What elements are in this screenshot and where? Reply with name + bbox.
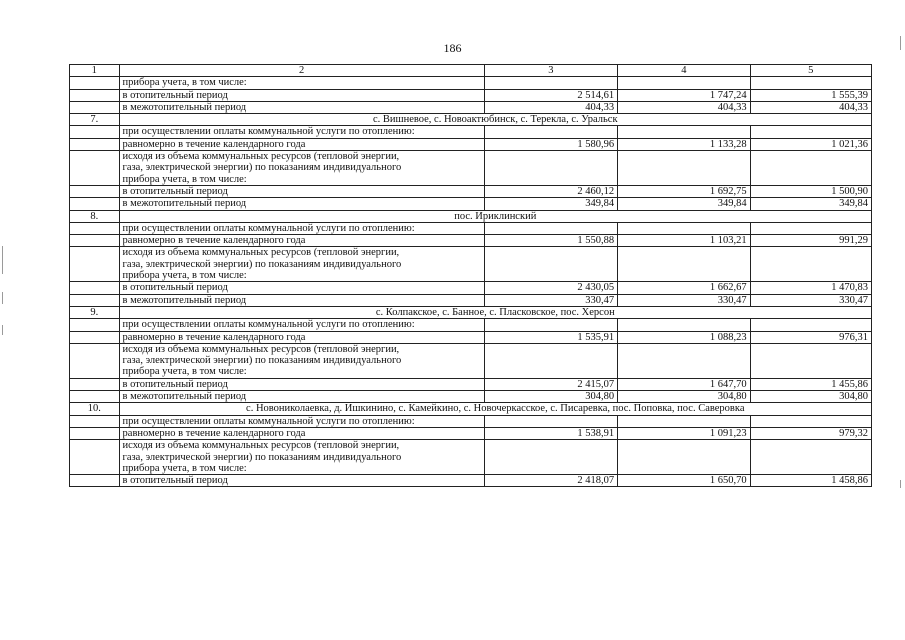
row-label: исходя из объема коммунальных ресурсов (тепловой энергии, газа, электрической энергии) по показаниям индивидуального прибора учета, в том числе: (119, 343, 484, 378)
row-number-cell (70, 391, 120, 403)
section-number: 7. (70, 114, 120, 126)
section-header-row (70, 210, 872, 222)
tariff-value-v3: 1 580,96 (484, 138, 617, 150)
tariff-value-v3: 1 550,88 (484, 235, 617, 247)
header-cell: 2 (119, 65, 484, 77)
tariff-value-v5 (750, 319, 871, 331)
tariff-value-v5: 1 458,86 (750, 475, 871, 487)
row-number-cell (70, 185, 120, 197)
tariff-value-v3 (484, 222, 617, 234)
tariff-value-v5 (750, 415, 871, 427)
tariff-value-v3: 349,84 (484, 198, 617, 210)
row-label: прибора учета, в том числе: (119, 77, 484, 89)
tariff-value-v5 (750, 126, 871, 138)
tariff-value-v3: 2 415,07 (484, 378, 617, 390)
tariff-value-v3 (484, 151, 617, 186)
row-number-cell (70, 319, 120, 331)
tariff-value-v3: 304,80 (484, 391, 617, 403)
row-number-cell (70, 89, 120, 101)
tariff-value-v3: 2 418,07 (484, 475, 617, 487)
tariff-value-v4 (618, 343, 750, 378)
tariff-value-v4 (618, 440, 750, 475)
row-label: при осуществлении оплаты коммунальной услуги по отоплению: (119, 126, 484, 138)
table-row (70, 331, 872, 343)
row-label: исходя из объема коммунальных ресурсов (тепловой энергии, газа, электрической энергии) по показаниям индивидуального прибора учета, в том числе: (119, 247, 484, 282)
row-number-cell (70, 415, 120, 427)
table-row (70, 101, 872, 113)
scan-edge-mark (2, 325, 3, 335)
table-row (70, 427, 872, 439)
row-number-cell (70, 198, 120, 210)
tariff-value-v4: 1 692,75 (618, 185, 750, 197)
tariff-value-v3 (484, 126, 617, 138)
tariff-value-v3 (484, 77, 617, 89)
table-row (70, 440, 872, 475)
tariff-value-v4: 304,80 (618, 391, 750, 403)
tariff-table (69, 64, 872, 487)
tariff-value-v5: 404,33 (750, 101, 871, 113)
tariff-value-v3: 330,47 (484, 294, 617, 306)
table-header-row (70, 65, 872, 77)
table-row (70, 415, 872, 427)
scan-edge-mark (2, 246, 3, 274)
tariff-value-v5: 1 500,90 (750, 185, 871, 197)
tariff-value-v4 (618, 77, 750, 89)
tariff-value-v5: 330,47 (750, 294, 871, 306)
table-row (70, 138, 872, 150)
section-header-row (70, 114, 872, 126)
header-cell: 1 (70, 65, 120, 77)
section-header-row (70, 403, 872, 415)
tariff-value-v5: 349,84 (750, 198, 871, 210)
row-label: равномерно в течение календарного года (119, 235, 484, 247)
table-row (70, 247, 872, 282)
row-label: в отопительный период (119, 282, 484, 294)
row-label: в отопительный период (119, 475, 484, 487)
tariff-value-v4: 1 747,24 (618, 89, 750, 101)
table-row (70, 378, 872, 390)
row-label: равномерно в течение календарного года (119, 331, 484, 343)
settlement-list: с. Вишневое, с. Новоактюбинск, с. Терекла, с. Уральск (119, 114, 871, 126)
table-row (70, 77, 872, 89)
row-label: в отопительный период (119, 185, 484, 197)
row-label: при осуществлении оплаты коммунальной услуги по отоплению: (119, 319, 484, 331)
settlement-list: с. Новониколаевка, д. Ишкинино, с. Камейкино, с. Новочеркасское, с. Писаревка, пос. Поповка, пос. Саверовка (119, 403, 871, 415)
row-label: равномерно в течение календарного года (119, 138, 484, 150)
tariff-value-v4 (618, 319, 750, 331)
row-number-cell (70, 427, 120, 439)
table-row (70, 475, 872, 487)
tariff-value-v3: 2 514,61 (484, 89, 617, 101)
row-number-cell (70, 475, 120, 487)
row-number-cell (70, 440, 120, 475)
tariff-value-v4 (618, 415, 750, 427)
table-row (70, 294, 872, 306)
tariff-value-v4: 1 650,70 (618, 475, 750, 487)
row-number-cell (70, 247, 120, 282)
tariff-value-v5 (750, 77, 871, 89)
row-number-cell (70, 378, 120, 390)
table-row (70, 151, 872, 186)
tariff-value-v4: 349,84 (618, 198, 750, 210)
row-number-cell (70, 151, 120, 186)
row-label: в межотопительный период (119, 198, 484, 210)
tariff-value-v3: 1 535,91 (484, 331, 617, 343)
table-row (70, 235, 872, 247)
tariff-value-v5: 1 455,86 (750, 378, 871, 390)
scan-edge-mark (2, 292, 3, 304)
tariff-value-v4: 1 647,70 (618, 378, 750, 390)
tariff-value-v5: 976,31 (750, 331, 871, 343)
row-label: исходя из объема коммунальных ресурсов (тепловой энергии, газа, электрической энергии) по показаниям индивидуального прибора учета, в том числе: (119, 440, 484, 475)
row-label: равномерно в течение календарного года (119, 427, 484, 439)
row-label: в межотопительный период (119, 391, 484, 403)
tariff-value-v5: 1 470,83 (750, 282, 871, 294)
tariff-value-v5 (750, 222, 871, 234)
row-label: в межотопительный период (119, 294, 484, 306)
table-body (70, 77, 872, 487)
tariff-value-v4 (618, 151, 750, 186)
tariff-value-v4: 1 662,67 (618, 282, 750, 294)
row-number-cell (70, 138, 120, 150)
tariff-value-v4 (618, 247, 750, 282)
tariff-value-v3: 2 460,12 (484, 185, 617, 197)
tariff-value-v3 (484, 440, 617, 475)
tariff-value-v3 (484, 319, 617, 331)
settlement-list: пос. Ириклинский (119, 210, 871, 222)
section-number: 9. (70, 306, 120, 318)
row-number-cell (70, 282, 120, 294)
section-header-row (70, 306, 872, 318)
tariff-value-v5 (750, 151, 871, 186)
section-number: 8. (70, 210, 120, 222)
header-cell: 3 (484, 65, 617, 77)
row-number-cell (70, 126, 120, 138)
tariff-value-v5: 991,29 (750, 235, 871, 247)
row-number-cell (70, 222, 120, 234)
row-label: при осуществлении оплаты коммунальной услуги по отоплению: (119, 415, 484, 427)
header-cell: 5 (750, 65, 871, 77)
tariff-value-v4: 1 091,23 (618, 427, 750, 439)
tariff-value-v3 (484, 415, 617, 427)
tariff-value-v3: 404,33 (484, 101, 617, 113)
settlement-list: с. Колпакское, с. Банное, с. Пласковское, пос. Херсон (119, 306, 871, 318)
table-row (70, 391, 872, 403)
row-label: в отопительный период (119, 89, 484, 101)
row-number-cell (70, 77, 120, 89)
row-number-cell (70, 331, 120, 343)
tariff-value-v5 (750, 247, 871, 282)
tariff-value-v5 (750, 440, 871, 475)
row-label: при осуществлении оплаты коммунальной услуги по отоплению: (119, 222, 484, 234)
tariff-value-v5 (750, 343, 871, 378)
row-number-cell (70, 343, 120, 378)
table-row (70, 319, 872, 331)
tariff-value-v4: 404,33 (618, 101, 750, 113)
tariff-value-v3 (484, 247, 617, 282)
tariff-value-v4: 1 103,21 (618, 235, 750, 247)
tariff-value-v5: 1 555,39 (750, 89, 871, 101)
tariff-value-v4: 330,47 (618, 294, 750, 306)
scan-edge-mark (900, 480, 901, 488)
row-number-cell (70, 294, 120, 306)
table-row (70, 343, 872, 378)
header-cell: 4 (618, 65, 750, 77)
tariff-value-v5: 304,80 (750, 391, 871, 403)
tariff-value-v4: 1 088,23 (618, 331, 750, 343)
row-number-cell (70, 235, 120, 247)
tariff-value-v3: 2 430,05 (484, 282, 617, 294)
tariff-value-v3 (484, 343, 617, 378)
row-label: в отопительный период (119, 378, 484, 390)
table-row (70, 89, 872, 101)
row-label: исходя из объема коммунальных ресурсов (тепловой энергии, газа, электрической энергии) по показаниям индивидуального прибора учета, в том числе: (119, 151, 484, 186)
tariff-value-v3: 1 538,91 (484, 427, 617, 439)
table-row (70, 282, 872, 294)
tariff-value-v4 (618, 222, 750, 234)
table-row (70, 222, 872, 234)
table-row (70, 126, 872, 138)
tariff-value-v4 (618, 126, 750, 138)
table-row (70, 185, 872, 197)
scan-edge-mark (900, 36, 901, 50)
page-number: 186 (443, 41, 462, 55)
tariff-value-v4: 1 133,28 (618, 138, 750, 150)
tariff-value-v5: 979,32 (750, 427, 871, 439)
tariff-value-v5: 1 021,36 (750, 138, 871, 150)
section-number: 10. (70, 403, 120, 415)
row-number-cell (70, 101, 120, 113)
table-row (70, 198, 872, 210)
row-label: в межотопительный период (119, 101, 484, 113)
